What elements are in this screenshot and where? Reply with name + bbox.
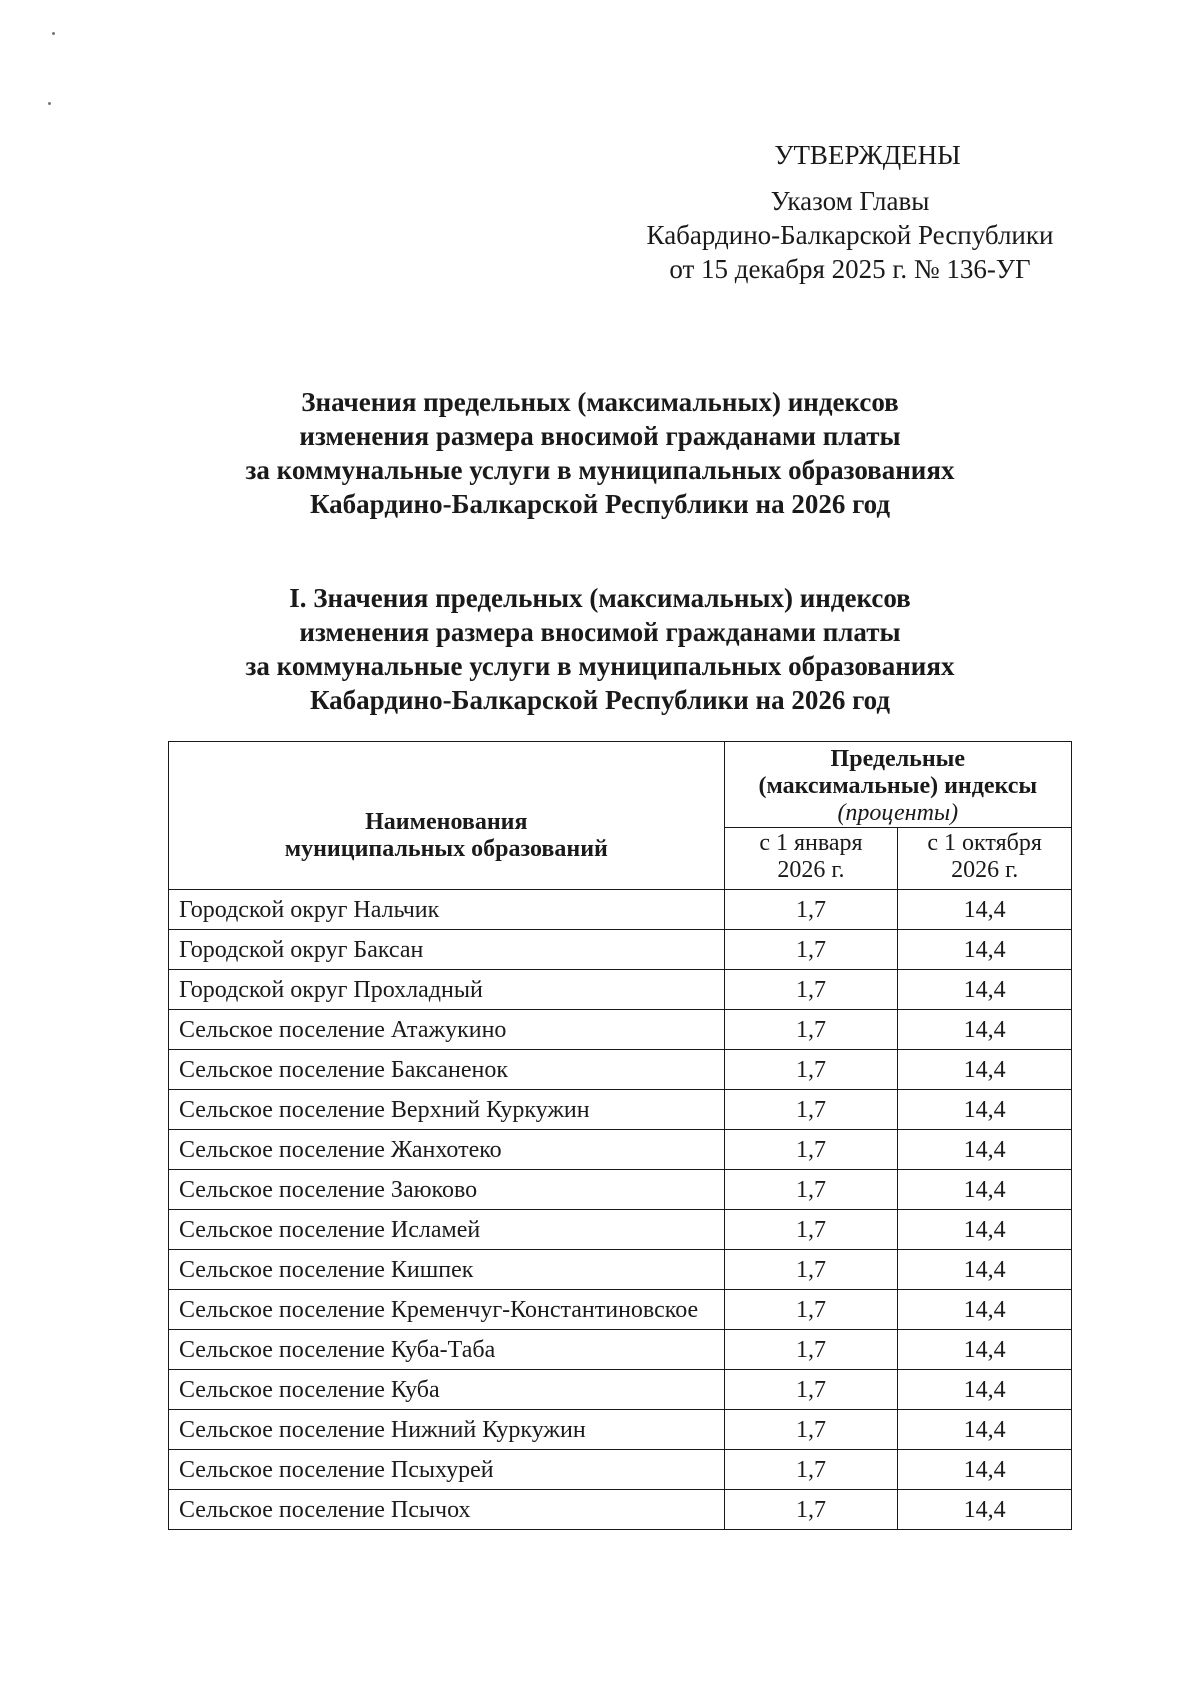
table-row — [169, 1410, 1072, 1450]
table-row — [169, 1370, 1072, 1410]
table-row — [169, 1210, 1072, 1250]
municipality-name: Сельское поселение Псычох — [169, 1490, 725, 1530]
table-row — [169, 1130, 1072, 1170]
municipality-name: Сельское поселение Баксаненок — [169, 1050, 725, 1090]
index-oct: 14,4 — [898, 970, 1072, 1010]
header-text: (максимальные) индексы — [758, 773, 1038, 799]
municipality-name: Городской округ Баксан — [169, 930, 725, 970]
index-oct: 14,4 — [898, 890, 1072, 930]
municipality-name: Сельское поселение Кременчуг-Константиновское — [169, 1290, 725, 1330]
index-jan: 1,7 — [724, 930, 898, 970]
section-title — [100, 581, 1100, 717]
index-jan: 1,7 — [724, 890, 898, 930]
approval-heading: УТВЕРЖДЕНЫ — [774, 140, 961, 170]
municipality-name: Сельское поселение Кишпек — [169, 1250, 725, 1290]
table-row — [169, 930, 1072, 970]
table-row — [169, 1450, 1072, 1490]
municipality-name: Сельское поселение Атажукино — [169, 1010, 725, 1050]
header-text: муниципальных образований — [284, 835, 608, 862]
index-oct: 14,4 — [898, 1170, 1072, 1210]
header-indices — [724, 742, 1071, 828]
header-oct — [898, 828, 1072, 890]
index-jan: 1,7 — [724, 1210, 898, 1250]
index-jan: 1,7 — [724, 1050, 898, 1090]
table-row — [169, 970, 1072, 1010]
municipality-name: Городской округ Прохладный — [169, 970, 725, 1010]
header-text: 2026 г. — [951, 857, 1019, 883]
title-line: за коммунальные услуги в муниципальных образованиях — [245, 651, 955, 681]
index-jan: 1,7 — [724, 1090, 898, 1130]
index-jan: 1,7 — [724, 970, 898, 1010]
index-table — [168, 741, 1072, 1530]
index-jan: 1,7 — [724, 1410, 898, 1450]
index-oct: 14,4 — [898, 1410, 1072, 1450]
header-municipality — [169, 742, 725, 890]
municipality-name: Сельское поселение Куба — [169, 1370, 725, 1410]
table-row — [169, 890, 1072, 930]
title-line: изменения размера вносимой гражданами платы — [299, 421, 901, 451]
municipality-name: Сельское поселение Верхний Куркужин — [169, 1090, 725, 1130]
index-oct: 14,4 — [898, 1330, 1072, 1370]
index-oct: 14,4 — [898, 1290, 1072, 1330]
index-jan: 1,7 — [724, 1370, 898, 1410]
title-line: I. Значения предельных (максимальных) индексов — [289, 583, 911, 613]
approval-line: Указом Главы — [770, 186, 930, 216]
table-row — [169, 1170, 1072, 1210]
table-row — [169, 1490, 1072, 1530]
municipality-name: Сельское поселение Жанхотеко — [169, 1130, 725, 1170]
scan-speck — [52, 32, 55, 35]
index-oct: 14,4 — [898, 1370, 1072, 1410]
index-jan: 1,7 — [724, 1250, 898, 1290]
table-row — [169, 1050, 1072, 1090]
index-oct: 14,4 — [898, 1090, 1072, 1130]
index-oct: 14,4 — [898, 1050, 1072, 1090]
scan-speck — [48, 102, 51, 105]
header-text: Предельные — [830, 746, 966, 772]
table-row — [169, 1090, 1072, 1130]
title-line: изменения размера вносимой гражданами платы — [299, 617, 901, 647]
municipality-name: Городской округ Нальчик — [169, 890, 725, 930]
header-text: с 1 октября — [927, 830, 1042, 856]
header-text: с 1 января — [759, 830, 863, 856]
header-text: 2026 г. — [777, 857, 845, 883]
table-row — [169, 1290, 1072, 1330]
index-oct: 14,4 — [898, 1450, 1072, 1490]
title-line: Значения предельных (максимальных) индексов — [301, 387, 899, 417]
document-title — [100, 385, 1100, 521]
table-row — [169, 1330, 1072, 1370]
index-jan: 1,7 — [724, 1290, 898, 1330]
table-row — [169, 1010, 1072, 1050]
index-jan: 1,7 — [724, 1330, 898, 1370]
index-jan: 1,7 — [724, 1010, 898, 1050]
approval-line: Кабардино-Балкарской Республики — [646, 220, 1054, 250]
municipality-name: Сельское поселение Исламей — [169, 1210, 725, 1250]
header-jan — [724, 828, 898, 890]
index-oct: 14,4 — [898, 1250, 1072, 1290]
index-oct: 14,4 — [898, 930, 1072, 970]
index-oct: 14,4 — [898, 1010, 1072, 1050]
table-row — [169, 1250, 1072, 1290]
approval-line: от 15 декабря 2025 г. № 136-УГ — [669, 254, 1031, 284]
title-line: Кабардино-Балкарской Республики на 2026 год — [309, 685, 891, 715]
index-oct: 14,4 — [898, 1210, 1072, 1250]
municipality-name: Сельское поселение Псыхурей — [169, 1450, 725, 1490]
approval-block — [600, 138, 1100, 286]
index-jan: 1,7 — [724, 1490, 898, 1530]
title-line: за коммунальные услуги в муниципальных образованиях — [245, 455, 955, 485]
index-jan: 1,7 — [724, 1130, 898, 1170]
municipality-name: Сельское поселение Куба-Таба — [169, 1330, 725, 1370]
header-unit: (проценты) — [837, 800, 959, 826]
municipality-name: Сельское поселение Нижний Куркужин — [169, 1410, 725, 1450]
municipality-name: Сельское поселение Заюково — [169, 1170, 725, 1210]
index-jan: 1,7 — [724, 1170, 898, 1210]
title-line: Кабардино-Балкарской Республики на 2026 год — [309, 489, 891, 519]
index-oct: 14,4 — [898, 1130, 1072, 1170]
index-jan: 1,7 — [724, 1450, 898, 1490]
index-oct: 14,4 — [898, 1490, 1072, 1530]
header-text: Наименования — [365, 808, 528, 835]
